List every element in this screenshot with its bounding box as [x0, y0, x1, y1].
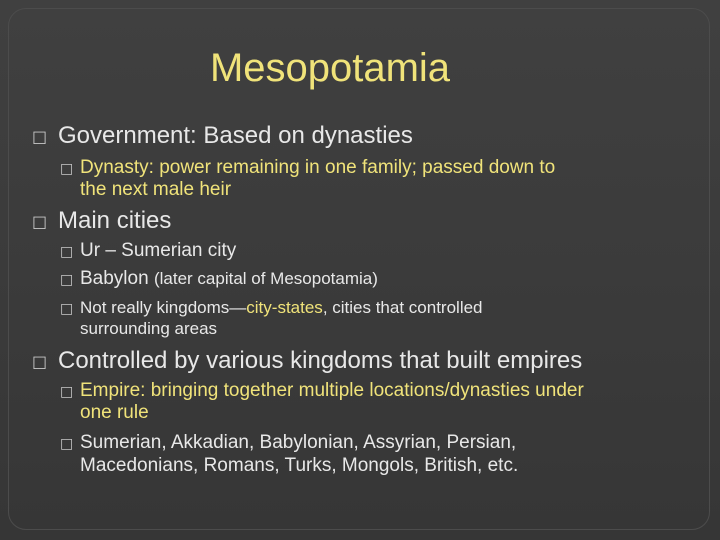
bullet-icon: □ — [32, 212, 48, 231]
bullet-icon: □ — [60, 384, 74, 400]
subbullet-text: Sumerian, Akkadian, Babylonian, Assyrian, Persian, — [80, 432, 517, 453]
city-states-a: Not really kingdoms— — [80, 298, 247, 317]
subbullet-text — [80, 298, 483, 318]
subbullet-text: Dynasty: power remaining in one family; passed down to — [80, 157, 556, 178]
subbullet-text-cont: one rule — [80, 402, 149, 423]
bullet-icon: □ — [60, 301, 74, 317]
bullet-text: Controlled by various kingdoms that built empires — [58, 347, 583, 374]
babylon-note: (later capital of Mesopotamia) — [153, 269, 378, 288]
subbullet-text-cont: Macedonians, Romans, Turks, Mongols, British, etc. — [80, 455, 519, 476]
bullet-icon: □ — [60, 272, 74, 288]
slide-title: Mesopotamia — [209, 46, 451, 90]
bullet-icon: □ — [60, 244, 74, 260]
subbullet-text: Empire: bringing together multiple locations/dynasties under — [80, 380, 584, 401]
city-states-b: , cities that controlled — [322, 298, 483, 317]
subbullet-text: Ur – Sumerian city — [80, 240, 237, 261]
bullet-icon: □ — [32, 352, 48, 371]
bullet-icon: □ — [60, 436, 74, 452]
bullet-text: Government: Based on dynasties — [58, 122, 413, 149]
city-states-highlight: city-states — [246, 298, 323, 317]
bullet-text: Main cities — [58, 207, 172, 234]
subbullet-text — [80, 269, 378, 289]
subbullet-text-cont: surrounding areas — [80, 319, 218, 338]
subbullet-text-cont: the next male heir — [80, 179, 232, 200]
babylon-text: Babylon — [80, 268, 154, 289]
bullet-icon: □ — [60, 161, 74, 177]
bullet-icon: □ — [32, 127, 48, 146]
